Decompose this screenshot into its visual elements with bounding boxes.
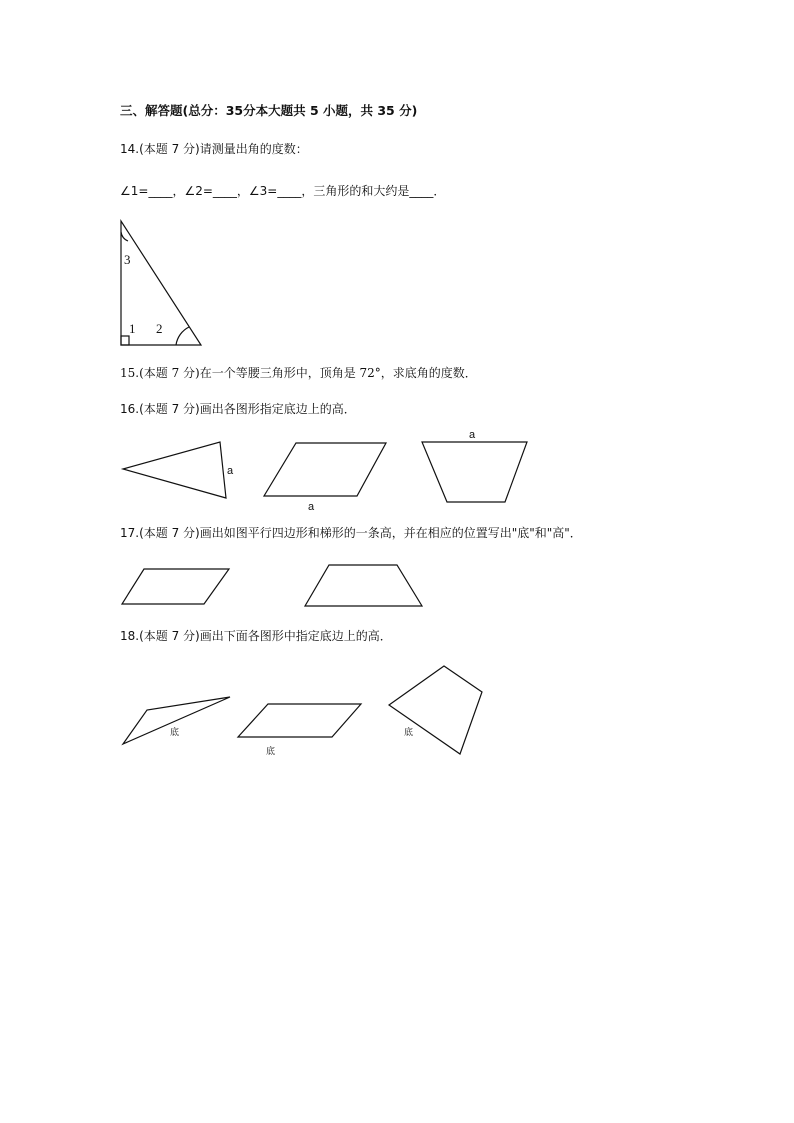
section-title: 三、解答题(总分：35分本大题共 5 小题，共 35 分): [120, 103, 418, 118]
q16-trapezoid: [422, 442, 527, 502]
angle-label-2: 2: [156, 321, 163, 336]
angle-2-arc: [176, 327, 189, 345]
q17-prompt: 17.(本题 7 分)画出如图平行四边形和梯形的一条高，并在相应的位置写出"底"和"高"．: [120, 526, 582, 540]
q16-triangle-base-label: a: [227, 465, 234, 477]
angle-3-arc: [121, 232, 128, 241]
q18-parallelogram-base-label: 底: [266, 746, 276, 756]
q17-parallelogram: [122, 569, 229, 604]
angle-label-3: 3: [124, 252, 131, 267]
q15-prompt: 15.(本题 7 分)在一个等腰三角形中，顶角是 72°，求底角的度数．: [120, 366, 477, 380]
q14-prompt: 14.(本题 7 分)请测量出角的度数：: [120, 142, 308, 156]
right-angle-mark: [121, 336, 129, 345]
q16-parallelogram: [264, 443, 386, 496]
q16-prompt: 16.(本题 7 分)画出各图形指定底边上的高．: [120, 402, 356, 416]
q18-quadrilateral: [389, 666, 482, 754]
q16-triangle: [123, 442, 226, 498]
q18-parallelogram: [238, 704, 361, 737]
q18-quadrilateral-base-label: 底: [404, 727, 414, 737]
q18-triangle-base-label: 底: [170, 727, 180, 737]
q16-trapezoid-base-label: a: [469, 429, 476, 441]
q18-prompt: 18.(本题 7 分)画出下面各图形中指定底边上的高．: [120, 629, 392, 643]
q17-trapezoid: [305, 565, 422, 606]
angle-label-1: 1: [129, 321, 136, 336]
q16-parallelogram-base-label: a: [308, 501, 315, 513]
q14-answer-line: ∠1=____，∠2=____，∠3=____，三角形的和大约是____．: [120, 184, 446, 198]
